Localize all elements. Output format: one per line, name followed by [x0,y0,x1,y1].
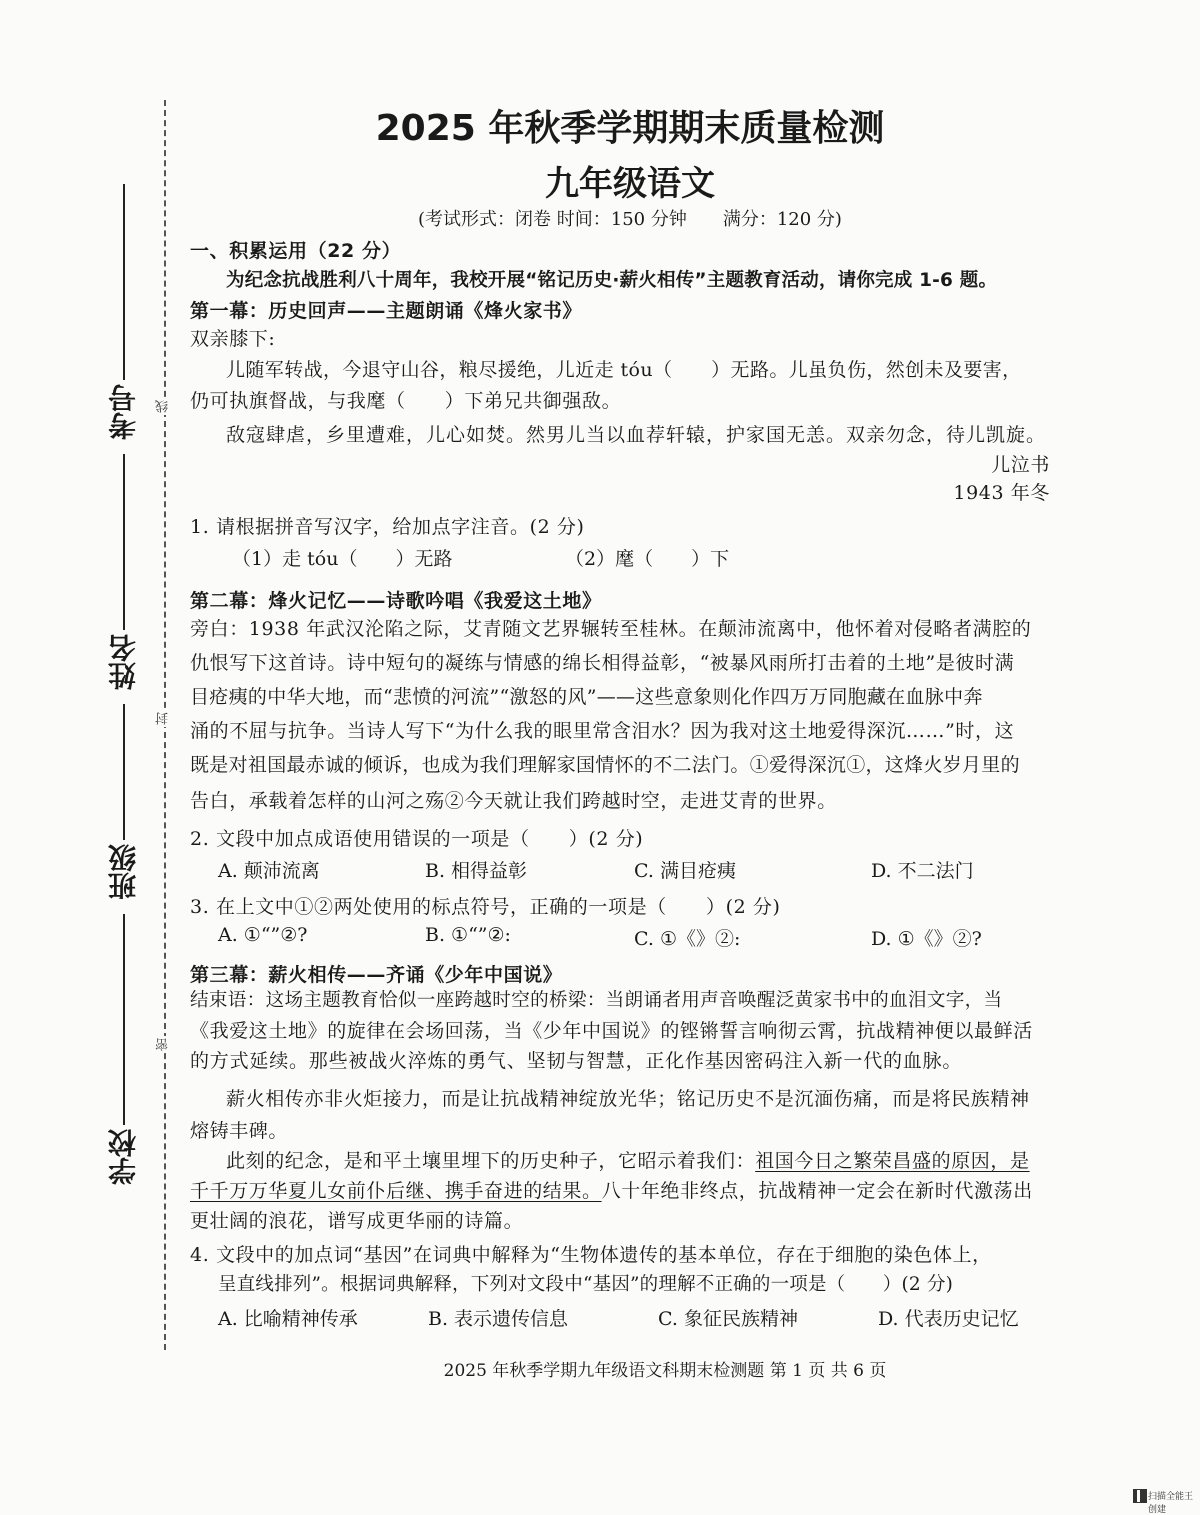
school-field [104,910,144,1185]
q1-stem: 1. 请根据拼音写汉字，给加点字注音。(2 分) [190,516,585,538]
act3-p3-line3: 更壮阔的浪花，谱写成更华丽的诗篇。 [190,1210,524,1232]
q4-option-d: D. 代表历史记忆 [878,1308,1019,1330]
q3-option-c: C. ①《》②: [634,928,741,950]
underlined-sentence: 祖国今日之繁荣昌盛的原因，是 [755,1150,1030,1172]
act3-line: 的方式延续。那些被战火淬炼的勇气、坚韧与智慧，正化作基因密码注入新一代的血脉。 [190,1050,963,1072]
q4-stem-line2: 呈直线排列”。根据词典解释，下列对文段中“基因”的理解不正确的一项是（ ）(2 分) [218,1274,954,1295]
name-field [104,450,144,690]
q2-option-b: B. 相得益彰 [425,860,528,882]
exam-title: 2025 年秋季学期期末质量检测 [375,108,885,149]
act1-title: 第一幕：历史回声——主题朗诵《烽火家书》 [190,300,583,322]
act3-p3-text: 八十年绝非终点，抗战精神一定会在新时代激荡出 [601,1180,1033,1202]
school-blank [123,914,125,1125]
q2-option-a: A. 颠沛流离 [218,860,320,882]
q4-option-b: B. 表示遗传信息 [428,1308,569,1330]
q1-part-b: （2）麾（ ）下 [565,548,730,570]
act3-p3-line2 [190,1176,1033,1203]
letter-p1-line1: 儿随军转战，今退守山谷，粮尽援绝，儿近走 tóu（ ）无路。儿虽负伤，然创未及要害， [226,359,1022,381]
q4-stem-line1: 4. 文段中的加点词“基因”在词典中解释为“生物体遗传的基本单位，存在于细胞的染色体上， [190,1244,992,1266]
q3-option-b: B. ①“”②: [425,924,511,946]
class-blank [123,704,125,840]
q2-option-c: C. 满目疮痍 [634,860,736,882]
act2-line: 告白，承载着怎样的山河之殇②今天就让我们跨越时空，走进艾青的世界。 [190,790,837,812]
qr-code-icon [1133,1489,1147,1503]
q1-part-a: （1）走 tóu（ ）无路 [232,548,453,570]
seal-mark-feng: 封 [156,712,171,725]
exam-info: (考试形式：闭卷 时间：150 分钟 满分：120 分) [418,209,842,230]
act2-line: 仇恨写下这首诗。诗中短句的凝练与情感的绵长相得益彰，“被暴风雨所打击着的土地”是彼时满 [190,652,1015,674]
q3-option-d: D. ①《》②? [871,928,982,950]
letter-greeting: 双亲膝下: [190,328,276,350]
q4-option-c: C. 象征民族精神 [658,1308,798,1330]
scanner-watermark: 扫描全能王 创建 [1148,1492,1194,1515]
seal-mark-mi: 密 [156,1038,171,1051]
letter-signature: 儿泣书 [991,454,1050,476]
act3-p3-line1 [226,1146,1030,1173]
section-heading: 一、积累运用（22 分） [190,240,402,262]
subject-title: 九年级语文 [545,164,715,204]
q4-option-a: A. 比喻精神传承 [218,1308,358,1330]
page-footer: 2025 年秋季学期九年级语文科期末检测题 第 1 页 共 6 页 [443,1361,887,1381]
act3-title: 第三幕：薪火相传——齐诵《少年中国说》 [190,964,563,986]
letter-p1-line2: 仍可执旗督战，与我麾（ ）下弟兄共御强敌。 [190,390,622,412]
school-label: 学校 [107,1129,140,1185]
act3-p2-line: 熔铸丰碑。 [190,1120,289,1142]
q3-option-a: A. ①“”②? [218,924,308,946]
act3-line: 《我爱这土地》的旋律在会场回荡，当《少年中国说》的铿锵誓言响彻云霄，抗战精神便以最鲜活 [190,1020,1033,1042]
seal-mark-xian: 线 [156,400,171,413]
section-intro: 为纪念抗战胜利八十周年，我校开展“铭记历史·薪火相传”主题教育活动，请你完成 1-6 题。 [226,270,998,291]
act3-p2-line: 薪火相传亦非火炬接力，而是让抗战精神绽放光华；铭记历史不是沉湎伤痛，而是将民族精神 [226,1088,1030,1110]
class-label: 班级 [107,844,140,900]
act3-line: 结束语：这场主题教育恰似一座跨越时空的桥梁：当朗诵者用声音唤醒泛黄家书中的血泪文字，当 [190,990,1003,1011]
letter-date: 1943 年冬 [953,482,1050,504]
name-label: 姓名 [107,634,140,690]
letter-p2: 敌寇肆虐，乡里遭难，儿心如焚。然男儿当以血荐轩辕，护家国无恙。双亲勿念，待儿凯旋。 [226,424,1047,446]
q2-stem: 2. 文段中加点成语使用错误的一项是（ ）(2 分) [190,828,644,850]
act2-title: 第二幕：烽火记忆——诗歌吟唱《我爱这土地》 [190,590,602,612]
name-blank [123,454,125,630]
class-field [104,700,144,900]
act3-p3-text: 此刻的纪念，是和平土壤里埋下的历史种子，它昭示着我们： [226,1150,756,1172]
exam-number-label: 考号 [107,384,140,440]
underlined-sentence: 千千万万华夏儿女前仆后继、携手奋进的结果。 [190,1180,602,1202]
act2-line: 目疮痍的中华大地，而“悲愤的河流”“激怒的风”——这些意象则化作四万万同胞藏在血脉中奔 [190,686,983,708]
act2-line: 涌的不屈与抗争。当诗人写下“为什么我的眼里常含泪水？因为我对这土地爱得深沉……”时，这 [190,720,1015,742]
q2-option-d: D. 不二法门 [871,860,974,882]
q3-stem: 3. 在上文中①②两处使用的标点符号，正确的一项是（ ）(2 分) [190,896,781,918]
act2-line: 既是对祖国最赤诚的倾诉，也成为我们理解家国情怀的不二法门。①爱得深沉①，这烽火岁月里的 [190,754,1020,776]
act2-line: 旁白：1938 年武汉沦陷之际，艾青随文艺界辗转至桂林。在颠沛流离中，他怀着对侵略者满腔的 [190,618,1032,640]
